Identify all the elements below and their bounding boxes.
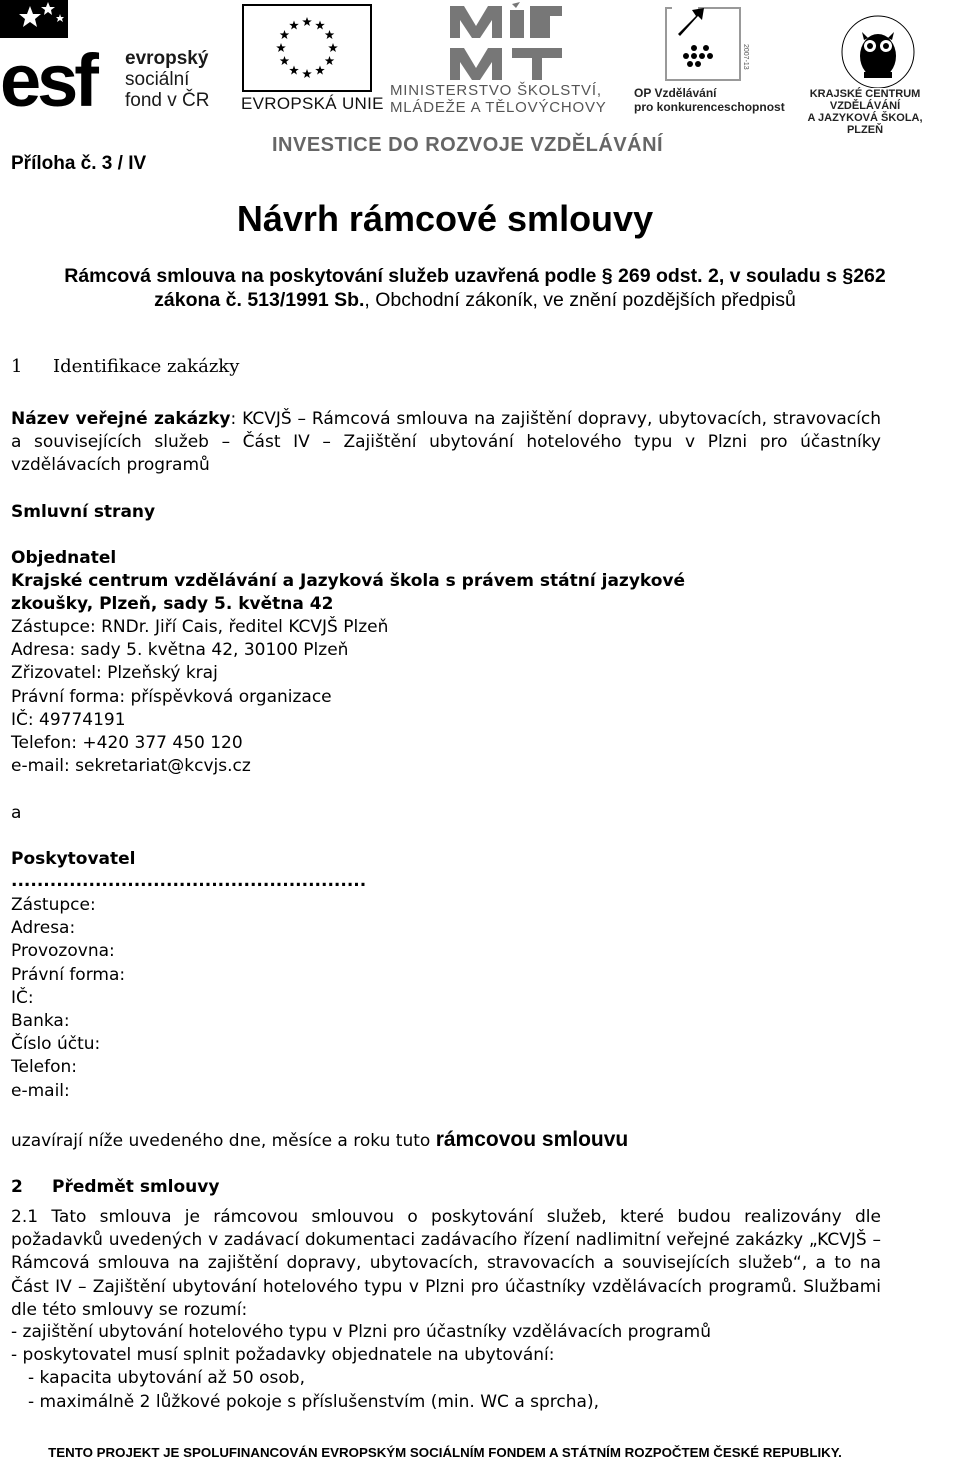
esf-line-3: fond v ČR [125,90,210,111]
provider-detail-line: Provozovna: [11,941,115,962]
section-1-heading [11,356,239,377]
client-detail-line: Adresa: sady 5. května 42, 30100 Plzeň [11,640,349,661]
conclusion-sentence [11,1128,628,1152]
subtitle-line-1: Rámcová smlouva na poskytování služeb uzavřená podle § 269 odst. 2, v souladu s §262 [64,265,886,287]
esf-logo [0,0,118,112]
provider-detail-line: IČ: [11,987,34,1008]
eu-star-icon [302,69,312,78]
contract-name-paragraph [11,408,881,478]
section-2-number: 2 [11,1177,23,1197]
op-line-1: OP Vzdělávání [634,86,717,100]
provider-detail-line: Číslo účtu: [11,1034,101,1055]
provider-detail-line: Právní forma: [11,964,126,985]
list-item: - kapacita ubytování až 50 osob, [28,1368,305,1389]
op-label [634,86,785,114]
list-item: - poskytovatel musí splnit požadavky objednatele na ubytování: [11,1345,555,1366]
eu-star-icon [315,21,325,30]
page-title: Návrh rámcové smlouvy [236,198,654,239]
op-logo [664,4,752,84]
and-separator: a [11,803,22,823]
op-years: 2007-13 [742,44,749,70]
eu-star-icon [302,17,312,26]
subtitle-rest: , Obchodní zákoník, ve znění pozdějších předpisů [364,289,796,311]
section-1-number: 1 [11,356,23,377]
provider-name-placeholder: ....................................................... [11,871,367,891]
msmt-line-2: MLÁDEŽE A TĚLOVÝCHOVY [390,99,607,116]
provider-details [11,894,125,1103]
op-line-2: pro konkurenceschopnost [634,100,785,114]
subtitle-law: zákona č. 513/1991 Sb. [154,289,365,311]
owl-line-1: KRAJSKÉ CENTRUM VZDĚLÁVÁNÍ [809,88,921,112]
provider-detail-line: Adresa: [11,918,76,939]
client-detail-line: Telefon: +420 377 450 120 [11,733,243,754]
client-detail-line: Zřizovatel: Plzeňský kraj [11,663,218,684]
client-detail-line: Zástupce: RNDr. Jiří Cais, ředitel KCVJŠ Plzeň [11,617,389,637]
contract-name-text: : KCVJŠ – Rámcová smlouva na zajištění dopravy, ubytovacích, stravovacích a souvisejících služeb – Část IV – Zajištění ubytování hotelového typu v Plzni pro účastníky vzdělávacích programů [11,409,881,476]
client-name-line-2: zkoušky, Plzeň, sady 5. května 42 [11,594,334,614]
provider-heading: Poskytovatel [11,849,136,869]
conclusion-bold: rámcovou smlouvu [435,1128,629,1151]
owl-label [792,88,938,136]
contract-subtitle [10,264,940,312]
eu-star-icon [325,30,335,39]
provider-detail-line: Banka: [11,1011,70,1032]
svg-text:esf: esf [0,39,95,112]
client-heading: Objednatel [11,548,117,568]
provider-detail-line: Telefon: [11,1057,78,1078]
provider-detail-line: e-mail: [11,1080,70,1101]
eu-flag-logo [242,4,372,92]
attachment-label: Příloha č. 3 / IV [11,153,147,174]
eu-star-icon [328,43,338,52]
section-2-heading [11,1177,219,1197]
esf-line-2: sociální [125,69,190,90]
section-1-title: Identifikace zakázky [53,356,240,377]
investice-tagline: INVESTICE DO ROZVOJE VZDĚLÁVÁNÍ [272,134,664,156]
list-item: - zajištění ubytování hotelového typu v Plzni pro účastníky vzdělávacích programů [11,1322,712,1342]
client-detail-line: Právní forma: příspěvková organizace [11,686,332,707]
cofinancing-footer: TENTO PROJEKT JE SPOLUFINANCOVÁN EVROPSKÝM SOCIÁLNÍM FONDEM A STÁTNÍM ROZPOČTEM ČESKÉ REPUBLIKY. [48,1445,842,1460]
esf-line-1: evropský [125,48,209,69]
client-detail-line: e-mail: sekretariat@kcvjs.cz [11,756,251,777]
service-list [11,1321,711,1414]
eu-star-icon [280,30,290,39]
client-detail-line: IČ: 49774191 [11,709,126,730]
msmt-logo [446,2,566,82]
eu-star-icon [289,66,299,75]
list-item: - maximálně 2 lůžkové pokoje s příslušenstvím (min. WC a sprcha), [28,1391,599,1412]
owl-line-2: A JAZYKOVÁ ŠKOLA, PLZEŇ [807,112,923,136]
eu-star-icon [276,43,286,52]
provider-detail-line: Zástupce: [11,895,96,915]
eu-star-icon [315,66,325,75]
subtitle-line-2 [10,288,940,312]
parties-heading: Smluvní strany [11,502,156,522]
eu-star-icon [289,21,299,30]
owl-logo [824,2,932,88]
eu-label: EVROPSKÁ UNIE [241,94,384,113]
contract-name-label: Název veřejné zakázky [11,409,231,429]
msmt-line-1: MINISTERSTVO ŠKOLSTVÍ, [390,82,602,99]
conclusion-text: uzavírají níže uvedeného dne, měsíce a roku tuto [11,1131,436,1151]
msmt-label [390,82,607,116]
esf-logo-text [125,48,209,111]
section-2-paragraph: 2.1 Tato smlouva je rámcovou smlouvou o poskytování služeb, které budou realizovány dle požadavků uvedených v zadávací dokumentaci zadávacího řízení nadlimitní veřejné zakázky „KCVJŠ – Rámcová smlouva na zajištění dopravy, ubytovacích, stravovacích a souvisejících služeb“, a to na Část IV – Zajištění ubytování hotelového typu v Plzni pro účastníky vzdělávacích programů. Službami dle této smlouvy se rozumí: [11,1207,881,1320]
eu-star-icon [280,56,290,65]
section-2-title: Předmět smlouvy [52,1177,220,1197]
client-details [11,616,388,778]
client-name-line-1: Krajské centrum vzdělávání a Jazyková škola s právem státní jazykové [11,571,686,591]
eu-star-icon [325,56,335,65]
